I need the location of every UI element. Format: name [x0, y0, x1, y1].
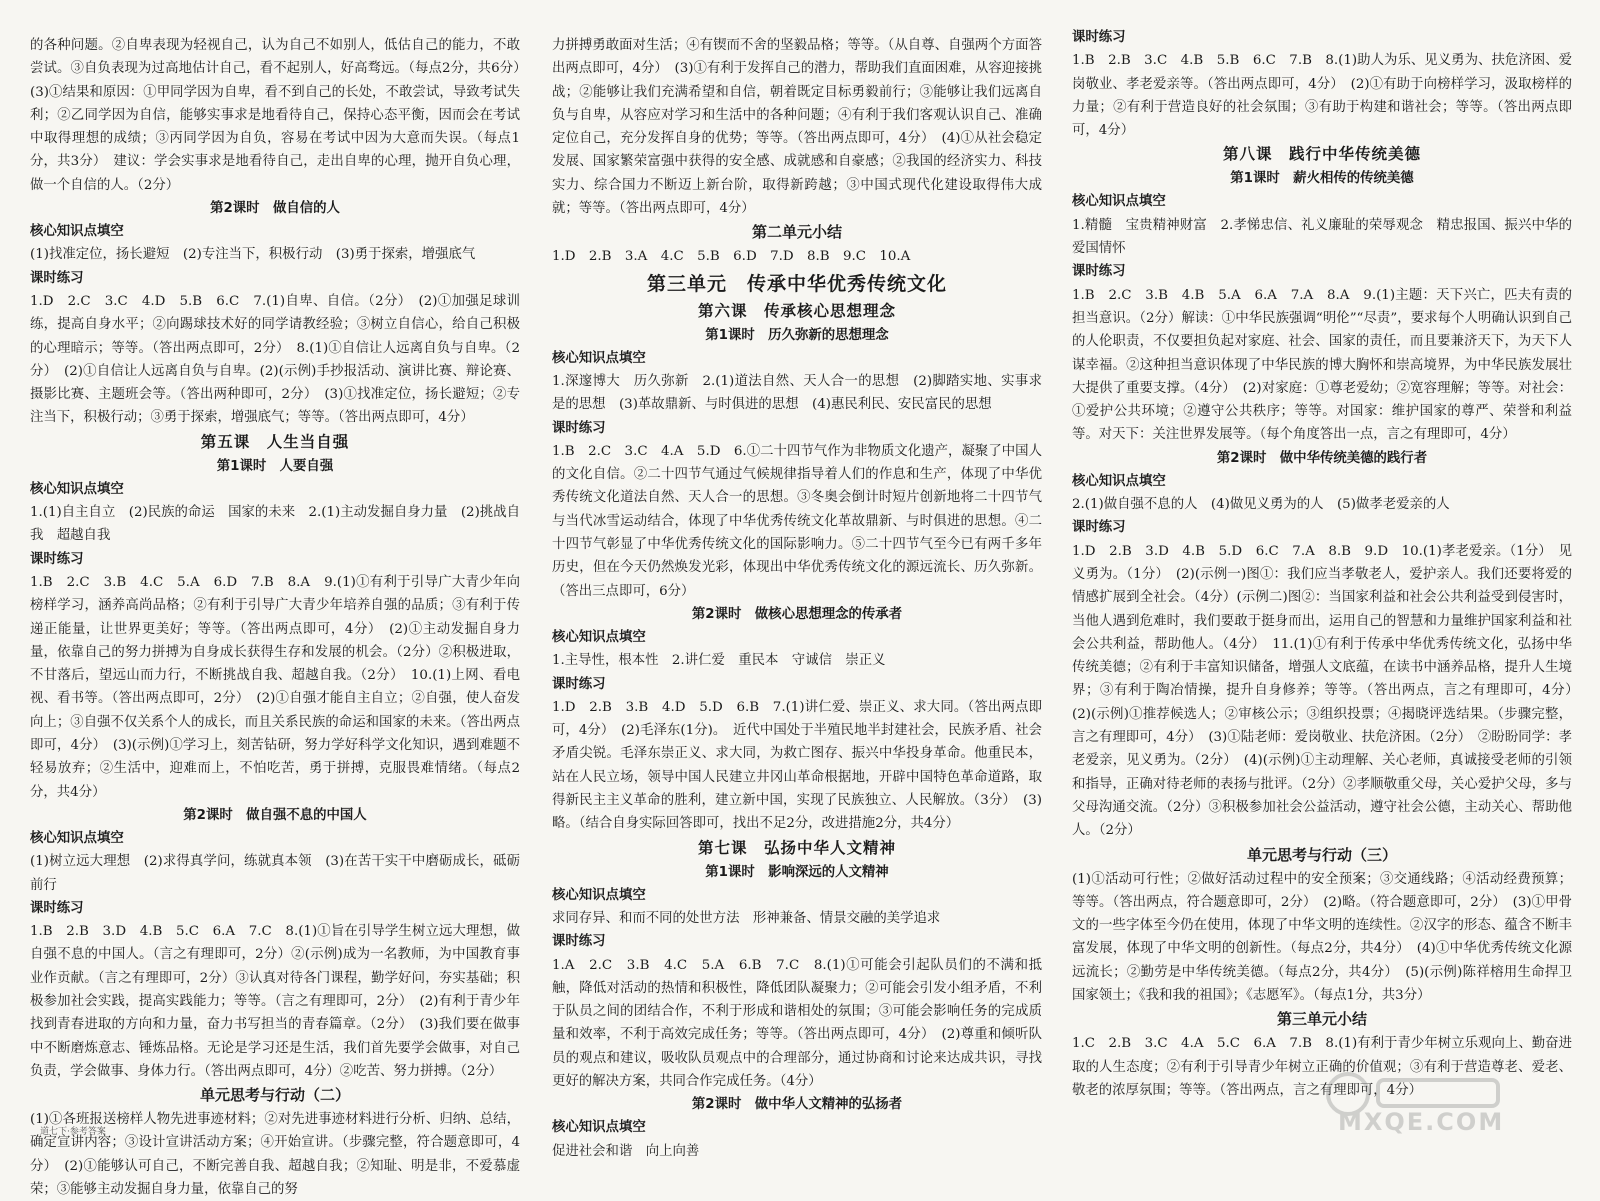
- lesson-heading: 第八课 践行中华传统美德: [1222, 145, 1421, 164]
- answer-paragraph: (1)①活动可行性；②做好活动过程中的安全预案；③交通线路；④活动经费预算；等等。（答出两点，符合题意即可，2分） (2)略。（符合题意即可，2分） (3)①甲骨文的一些字体至今仍在使用，体现了中华文明的连续性。②汉字的形态、蕴含不断丰富发展，体现了中华文明的创新性。（每点2分，共4分） (4)①中华优秀传统文化源远流长；②勤劳是中华传统美德。（每点2分，共4分） (5)(示例)陈祥榕用生命捍卫国家领土；《我和我的祖国》；《志愿军》。（每点1分，共3分）: [1072, 871, 1572, 1003]
- subsection-label: 核心知识点填空: [1072, 194, 1166, 210]
- answer-paragraph: 1.(1)自主自立 (2)民族的命运 国家的未来 2.(1)主动发掘自身力量 (2)挑战自我 超越自我: [30, 505, 520, 544]
- answer-paragraph: 1.B 2.C 3.B 4.B 5.A 6.A 7.A 8.A 9.(1)主题：天下兴亡，匹夫有责的担当意识。（2分）解读：①中华民族强调“明伦”“尽责”，要求每个人明确认识到自己的人伦职责，不仅要担负起对家庭、社会、国家的责任，而且要兼济天下，为天下人谋幸福。②这种担当意识体现了中华民族的博大胸怀和崇高境界，为中华民族发展壮大提供了重要支撑。（4分） (2)对家庭：①尊老爱幼；②宽容理解；等等。对社会：①爱护公共环境；②遵守公共秩序；等等。对国家：维护国家的尊严、荣誉和利益等。对天下：关注世界发展等。（每个角度答出一点，言之有理即可，4分）: [1072, 287, 1572, 443]
- subsection-label: 课时练习: [1072, 30, 1126, 45]
- subsection-label: 课时练习: [552, 934, 606, 950]
- watermark-logo: [1318, 1066, 1558, 1136]
- period-heading: 第2课时 做核心思想理念的传承者: [691, 606, 903, 622]
- lesson-heading: 第五课 人生当自强: [200, 432, 350, 451]
- section-heading: 单元思考与行动（二）: [199, 1086, 350, 1105]
- answer-paragraph: 2.(1)做自强不息的人 (4)做见义勇为的人 (5)做孝老爱亲的人: [1072, 497, 1450, 513]
- unit-heading: 第三单元 传承中华优秀传统文化: [646, 272, 947, 295]
- page-footer: 道七下·参考答案: [40, 1127, 106, 1137]
- answer-paragraph: 1.B 2.C 3.B 4.C 5.A 6.D 7.B 8.A 9.(1)①有利于引导广大青少年向榜样学习，涵养高尚品格；②有利于引导广大青少年培养自强的品质；③有利于传递正能量，让世界更美好；等等。（答出两点即可，4分） (2)①主动发掘自身力量，依靠自己的努力拼搏为自身成长获得生存和发展的机会。（2分）②积极进取，不甘落后，望远山而力行，不断挑战自我、超越自我。（2分） 10.(1)上网、看电视、看书等。（答出两点即可，2分） (2)①自强才能自主自立；②自强，使人奋发向上；③自强不仅关系个人的成长，而且关系民族的命运和国家的未来。（答出两点即可，4分） (3)(示例)①学习上，刻苦钻研，努力学好科学文化知识，遇到难题不轻易放弃；②生活中，迎难而上，不怕吃苦，勇于拼搏，克服畏难情绪。（每点2分，共4分）: [30, 574, 520, 800]
- answer-paragraph: 1.深邃博大 历久弥新 2.(1)道法自然、天人合一的思想 (2)脚踏实地、实事求是的思想 (3)革故鼎新、与时俱进的思想 (4)惠民利民、安民富民的思想: [552, 373, 1042, 413]
- answer-paragraph: 1.D 2.B 3.B 4.D 5.D 6.B 7.(1)讲仁爱、崇正义、求大同。（答出两点即可，4分） (2)毛泽东(1分)。 近代中国处于半殖民地半封建社会，民族矛盾、社会矛盾尖锐。毛泽东崇正义、求大同，为救亡图存、振兴中华投身革命。他重民本，站在人民立场，领导中国人民建立井冈山革命根据地，开辟中国特色革命道路，取得新民主主义革命的胜利，建立新中国，实现了民族独立、人民解放。（3分） (3)略。（结合自身实际回答即可，找出不足2分，改进措施2分，共4分）: [552, 699, 1042, 832]
- answer-paragraph: 促进社会和谐 向上向善: [552, 1143, 700, 1159]
- answer-paragraph: 1.A 2.C 3.B 4.C 5.A 6.B 7.C 8.(1)①可能会引起队员们的不满和抵触，降低对活动的热情和积极性，降低团队凝聚力；②可能会引发小组矛盾，不利于队员之间的团结合作，不利于形成和谐相处的氛围；③可能会影响任务的完成质量和效率，不利于高效完成任务；等等。（答出两点即可，4分） (2)尊重和倾听队员的观点和建议，吸收队员观点中的合理部分，通过协商和讨论来达成共识，寻找更好的解决方案，共同合作完成任务。（4分）: [552, 957, 1042, 1089]
- subsection-label: 核心知识点填空: [30, 224, 124, 240]
- subsection-label: 课时练习: [30, 270, 84, 286]
- period-heading: 第1课时 历久弥新的思想理念: [705, 327, 889, 343]
- subsection-label: 核心知识点填空: [552, 350, 646, 366]
- answer-paragraph: 求同存异、和而不同的处世方法 形神兼备、情景交融的美学追求: [552, 910, 941, 926]
- period-heading: 第1课时 薪火相传的传统美德: [1230, 171, 1414, 187]
- subsection-label: 核心知识点填空: [552, 1120, 646, 1136]
- answer-paragraph: 1.主导性，根本性 2.讲仁爱 重民本 守诚信 崇正义: [552, 653, 886, 669]
- column-middle: [552, 34, 1042, 1159]
- subsection-label: 课时练习: [552, 676, 606, 692]
- subsection-label: 课时练习: [30, 900, 84, 916]
- period-heading: 第1课时 影响深远的人文精神: [705, 864, 889, 880]
- answer-paragraph: 1.D 2.C 3.C 4.D 5.B 6.C 7.(1)自卑、自信。（2分） (2)①加强足球训练，提高自身水平；②向踢球技术好的同学请教经验；③树立自信心，给自己积极的心理暗示；等等。（答出两点即可，2分） 8.(1)①自信让人远离自负与自卑。（2分） (2)①自信让人远离自负与自卑。(2)(示例)手抄报活动、演讲比赛、辩论赛、摄影比赛、主题班会等。（答出两种即可，2分） (3)①找准定位，扬长避短；②专注当下，积极行动；③勇于探索，增强底气；等等。（答出两点即可，4分）: [30, 293, 520, 426]
- column-right: [1072, 26, 1586, 1122]
- lesson-heading: 第六课 传承核心思想理念: [697, 301, 896, 320]
- subsection-label: 课时练习: [1072, 264, 1126, 280]
- subsection-label: 核心知识点填空: [30, 830, 124, 846]
- subsection-label: 课时练习: [1072, 520, 1126, 536]
- subsection-label: 核心知识点填空: [552, 629, 646, 645]
- answer-paragraph: 1.D 2.B 3.D 4.B 5.D 6.C 7.A 8.B 9.D 10.(1)孝老爱亲。（1分） 见义勇为。（1分） (2)(示例一)图①：我们应当孝敬老人，爱护亲人。我们还要将爱的情感扩展到全社会。（4分）(示例二)图②：当国家利益和社会公共利益受到侵害时，当他人遇到危难时，我们要敢于挺身而出，运用自己的智慧和力量维护国家利益和社会公共利益，帮助他人。（4分） 11.(1)①有利于传承中华优秀传统文化，弘扬中华传统美德；②有利于丰富知识储备，增强人文底蕴，在读书中涵养品格，提升人生境界；③有利于陶冶情操，提升自身修养；等等。（答出两点，言之有理即可，4分） (2)(示例)①推荐候选人；②审核公示；③组织投票；④揭晓评选结果。（步骤完整，言之有理即可，4分） (3)①陆老师：爱岗敬业、扶危济困。（2分） ②盼盼同学：孝老爱亲，见义勇为。（2分） (4)(示例)①主动理解、关心老师，真诚接受老师的引领和指导，正确对待老师的表扬与批评。（2分）②孝顺敬重父母，关心爱护父母，多与父母沟通交流。（2分）③积极参加社会公益活动，遵守社会公德，主动关心、帮助他人。（2分）: [1072, 543, 1586, 839]
- answer-paragraph: 1.B 2.B 3.C 4.B 5.B 6.C 7.B 8.(1)助人为乐、见义勇为、扶危济困、爱岗敬业、孝老爱亲等。（答出两点即可，4分） (2)①有助于向榜样学习，汲取榜样的力量；②有利于营造良好的社会氛围；③有助于构建和谐社会；等等。（答出两点即可，4分）: [1072, 53, 1572, 139]
- subsection-label: 课时练习: [552, 420, 606, 436]
- lesson-heading: 第七课 弘扬中华人文精神: [697, 838, 896, 857]
- answer-paragraph: (1)树立远大理想 (2)求得真学问，练就真本领 (3)在苦干实干中磨砺成长，砥砺前行: [30, 854, 520, 893]
- period-heading: 第2课时 做自信的人: [210, 201, 340, 217]
- section-heading: 第三单元小结: [1276, 1010, 1367, 1029]
- answer-paragraph: (1)找准定位，扬长避短 (2)专注当下，积极行动 (3)勇于探索，增强底气: [30, 247, 476, 263]
- section-heading: 第二单元小结: [751, 223, 842, 242]
- answer-paragraph: 1.B 2.C 3.C 4.A 5.D 6.①二十四节气作为非物质文化遗产，凝聚了中国人的文化自信。②二十四节气通过气候规律指导着人们的作息和生产，体现了中华优秀传统文化道法自然、天人合一的思想。③冬奥会倒计时短片创新地将二十四节气与当代冰雪运动结合，体现了中华优秀传统文化革故鼎新、与时俱进的思想。④二十四节气彰显了中华优秀传统文化的国际影响力。⑤二十四节气至今已有两千多年历史，但在今天仍然焕发光彩，体现出中华优秀传统文化的源远流长、历久弥新。（答出三点即可，6分）: [552, 443, 1042, 599]
- period-heading: 第2课时 做自强不息的中国人: [183, 807, 367, 823]
- period-heading: 第2课时 做中华传统美德的践行者: [1216, 450, 1428, 466]
- subsection-label: 课时练习: [30, 551, 84, 567]
- subsection-label: 核心知识点填空: [1072, 473, 1166, 489]
- answer-paragraph: 1.C 2.B 3.C 4.A 5.C 6.A 7.B 8.(1)有利于青少年树立乐观向上、勤奋进取的人生态度；②有利于引导青少年树立正确的价值观；③有利于营造尊老、爱老、敬老的浓厚氛围；等等。（答出两点，言之有理即可，4分）: [1072, 1036, 1572, 1098]
- answer-paragraph: 的各种问题。②自卑表现为轻视自己，认为自己不如别人，低估自己的能力，不敢尝试。③自负表现为过高地估计自己，看不起别人，好高骛远。（每点2分，共6分）(3)①结果和原因：①甲同学因为自卑，看不到自己的长处，不敢尝试，导致考试失利；②乙同学因为自信，能够实事求是地看待自己，保持心态平衡，因而会在考试中取得理想的成绩；③丙同学因为自负，容易在考试中因为大意而失误。（每点1分，共3分） 建议：学会实事求是地看待自己，走出自卑的心理，抛开自负心理，做一个自信的人。（2分）: [30, 38, 520, 193]
- answer-paragraph: 1.B 2.B 3.D 4.B 5.C 6.A 7.C 8.(1)①旨在引导学生树立远大理想，做自强不息的中国人。（言之有理即可，2分）②(示例)成为一名教师，为中国教育事业作贡献。（言之有理即可，2分）③认真对待各门课程，勤学好问，夯实基础；积极参加社会实践，提高实践能力；等等。（言之有理即可，2分） (2)有利于青少年找到青春进取的方向和力量，奋力书写担当的青春篇章。（2分） (3)我们要在做事中不断磨炼意志、锤炼品格。无论是学习还是生活，我们首先要学会做事，对自己负责，学会做事、身体力行。（答出两点即可，4分）②吃苦、努力拼搏。（2分）: [30, 924, 520, 1079]
- subsection-label: 核心知识点填空: [552, 887, 646, 903]
- subsection-label: 核心知识点填空: [30, 481, 124, 497]
- answer-paragraph: 力拼搏勇敢面对生活；④有锲而不舍的坚毅品格；等等。（从自尊、自强两个方面答出两点即可，4分） (3)①有利于发挥自己的潜力，帮助我们直面困难，从容迎接挑战；②能够让我们充满希望和自信，朝着既定目标勇毅前行；③能够让我们远离自负与自卑，从容应对学习和生活中的各种问题；④有利于我们客观认识自己、准确定位自己，充分发挥自身的优势；等等。（答出两点即可，4分） (4)①从社会稳定发展、国家繁荣富强中获得的安全感、成就感和自豪感；②我国的经济实力、科技实力、综合国力不断迈上新台阶，取得新跨越；③中国式现代化建设取得伟大成就；等等。（答出两点即可，4分）: [552, 38, 1042, 217]
- period-heading: 第1课时 人要自强: [216, 458, 334, 474]
- period-heading: 第2课时 做中华人文精神的弘扬者: [691, 1097, 903, 1113]
- answer-paragraph: 1.精髓 宝贵精神财富 2.孝悌忠信、礼义廉耻的荣辱观念 精忠报国、振兴中华的爱国情怀: [1072, 217, 1572, 257]
- answer-paragraph: 1.D 2.B 3.A 4.C 5.B 6.D 7.D 8.B 9.C 10.A: [552, 249, 911, 265]
- section-heading: 单元思考与行动（三）: [1246, 845, 1397, 864]
- watermark-text: MXQE.COM: [1338, 1108, 1505, 1136]
- answer-paragraph: (1)①各班报送榜样人物先进事迹材料；②对先进事迹材料进行分析、归纳、总结，确定宣讲内容；③设计宣讲活动方案；④开始宣讲。（步骤完整，符合题意即可，4分） (2)①能够认可自己，不断完善自我、超越自我；②知耻、明是非，不爱慕虚荣；③能够主动发掘自身力量，依靠自己的努: [30, 1112, 520, 1198]
